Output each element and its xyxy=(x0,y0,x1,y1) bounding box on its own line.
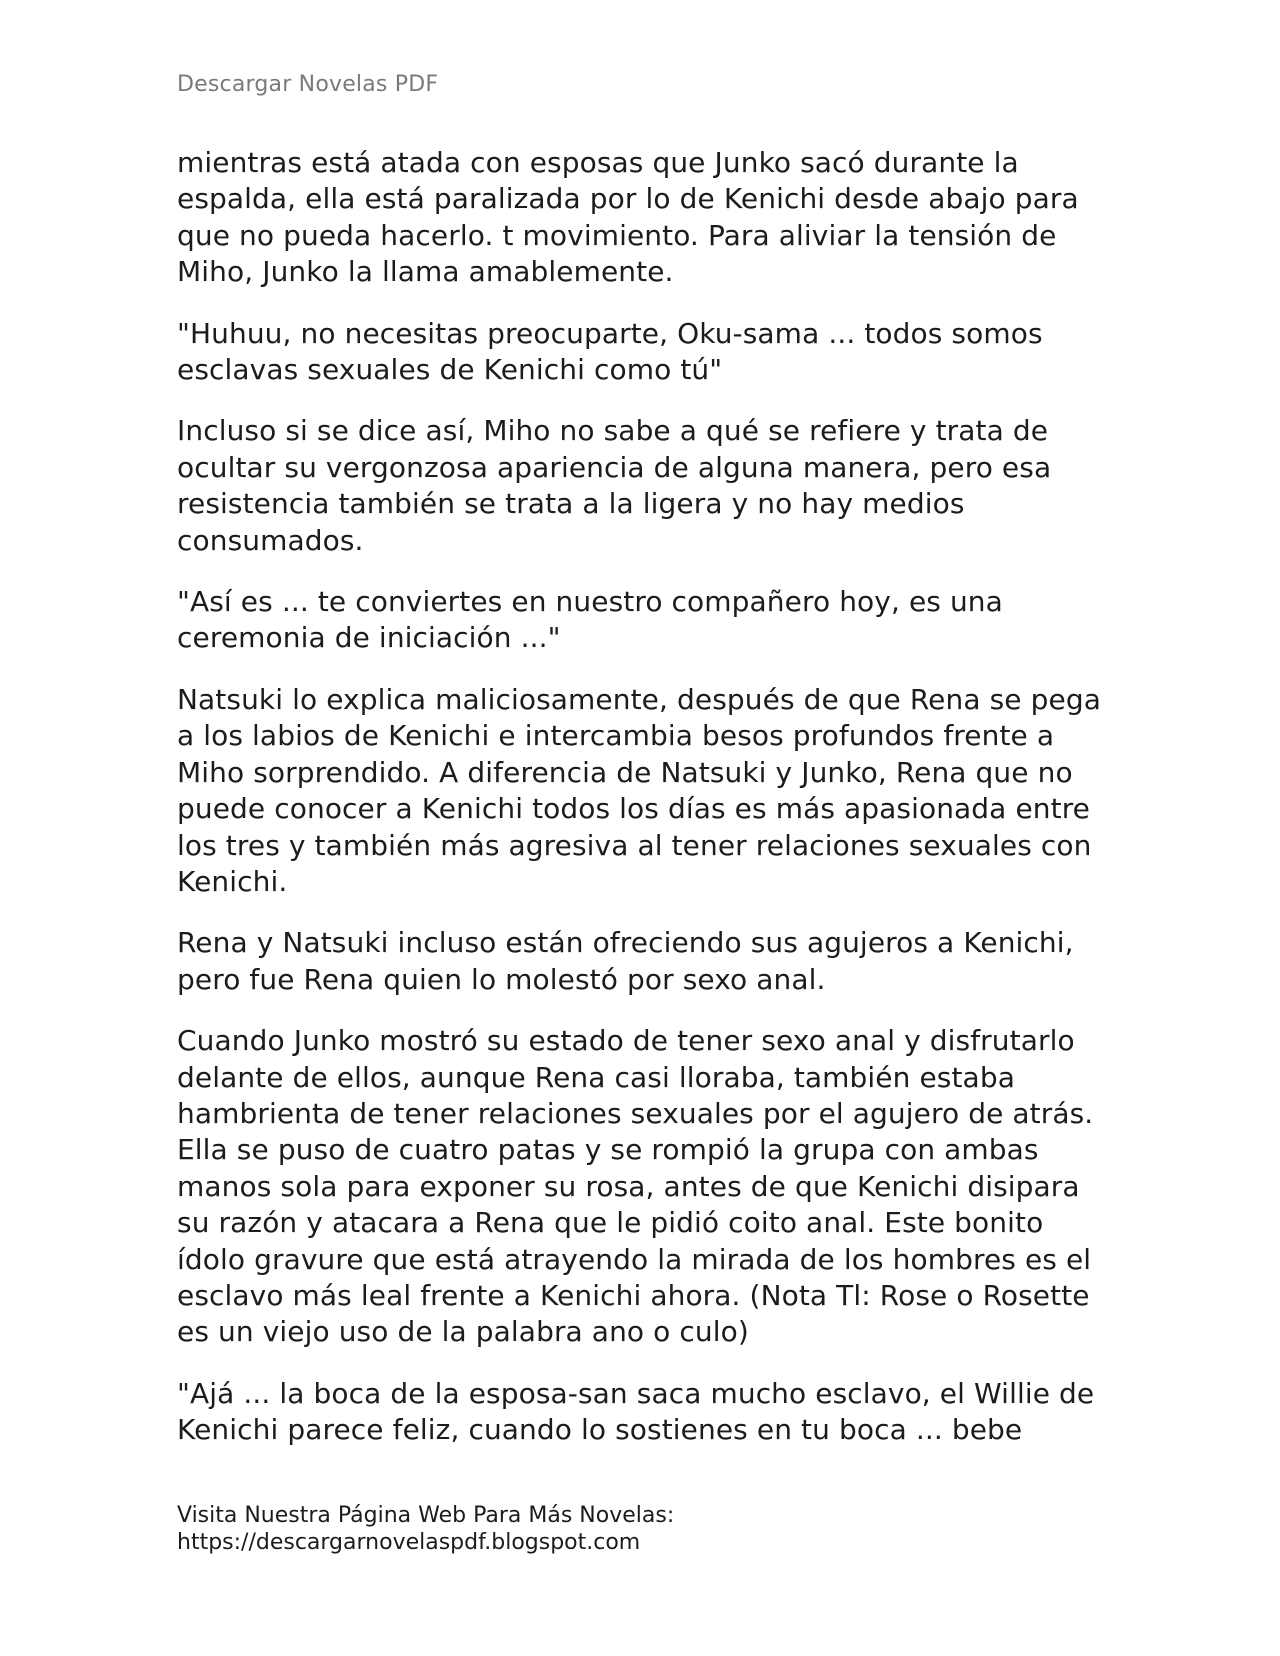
paragraph: Cuando Junko mostró su estado de tener sexo anal y disfrutarlo delante de ellos, aunque Rena casi lloraba, también estaba hambrienta de tener relaciones sexuales por el agujero de atrás. Ella se puso de cuatro patas y se rompió la grupa con ambas manos sola para exponer su rosa, antes de que Kenichi disipara su razón y atacara a Rena que le pidió coito anal. Este bonito ídolo gravure que está atrayendo la mirada de los hombres es el esclavo más leal frente a Kenichi ahora. (Nota Tl: Rose o Rosette es un viejo uso de la palabra ano o culo) xyxy=(177,1024,1094,1349)
paragraph: "Huhuu, no necesitas preocuparte, Oku-sama ... todos somos esclavas sexuales de Kenichi como tú" xyxy=(177,316,1043,387)
footer-url-link[interactable]: https://descargarnovelaspdf.blogspot.com xyxy=(177,1530,641,1555)
body-text xyxy=(177,145,1112,1474)
paragraph: "Ajá ... la boca de la esposa-san saca mucho esclavo, el Willie de Kenichi parece feliz, cuando lo sostienes en tu boca ... bebe xyxy=(177,1376,1095,1447)
page-footer xyxy=(177,1502,674,1556)
paragraph: Incluso si se dice así, Miho no sabe a qué se refiere y trata de ocultar su vergonzosa apariencia de alguna manera, pero esa resistencia también se trata a la ligera y no hay medios consumados. xyxy=(177,414,1052,557)
footer-promo-text: Visita Nuestra Página Web Para Más Novelas: xyxy=(177,1503,675,1528)
page-header: Descargar Novelas PDF xyxy=(177,72,439,97)
paragraph: Natsuki lo explica maliciosamente, después de que Rena se pega a los labios de Kenichi e intercambia besos profundos frente a Miho sorprendido. A diferencia de Natsuki y Junko, Rena que no puede conocer a Kenichi todos los días es más apasionada entre los tres y también más agresiva al tener relaciones sexuales con Kenichi. xyxy=(177,682,1101,898)
paragraph: mientras está atada con esposas que Junko sacó durante la espalda, ella está paralizada por lo de Kenichi desde abajo para que no pueda hacerlo. t movimiento. Para aliviar la tensión de Miho, Junko la llama amablemente. xyxy=(177,146,1079,289)
paragraph: "Así es ... te conviertes en nuestro compañero hoy, es una ceremonia de iniciación ..." xyxy=(177,585,1003,655)
paragraph: Rena y Natsuki incluso están ofreciendo sus agujeros a Kenichi, pero fue Rena quien lo molestó por sexo anal. xyxy=(177,926,1074,996)
